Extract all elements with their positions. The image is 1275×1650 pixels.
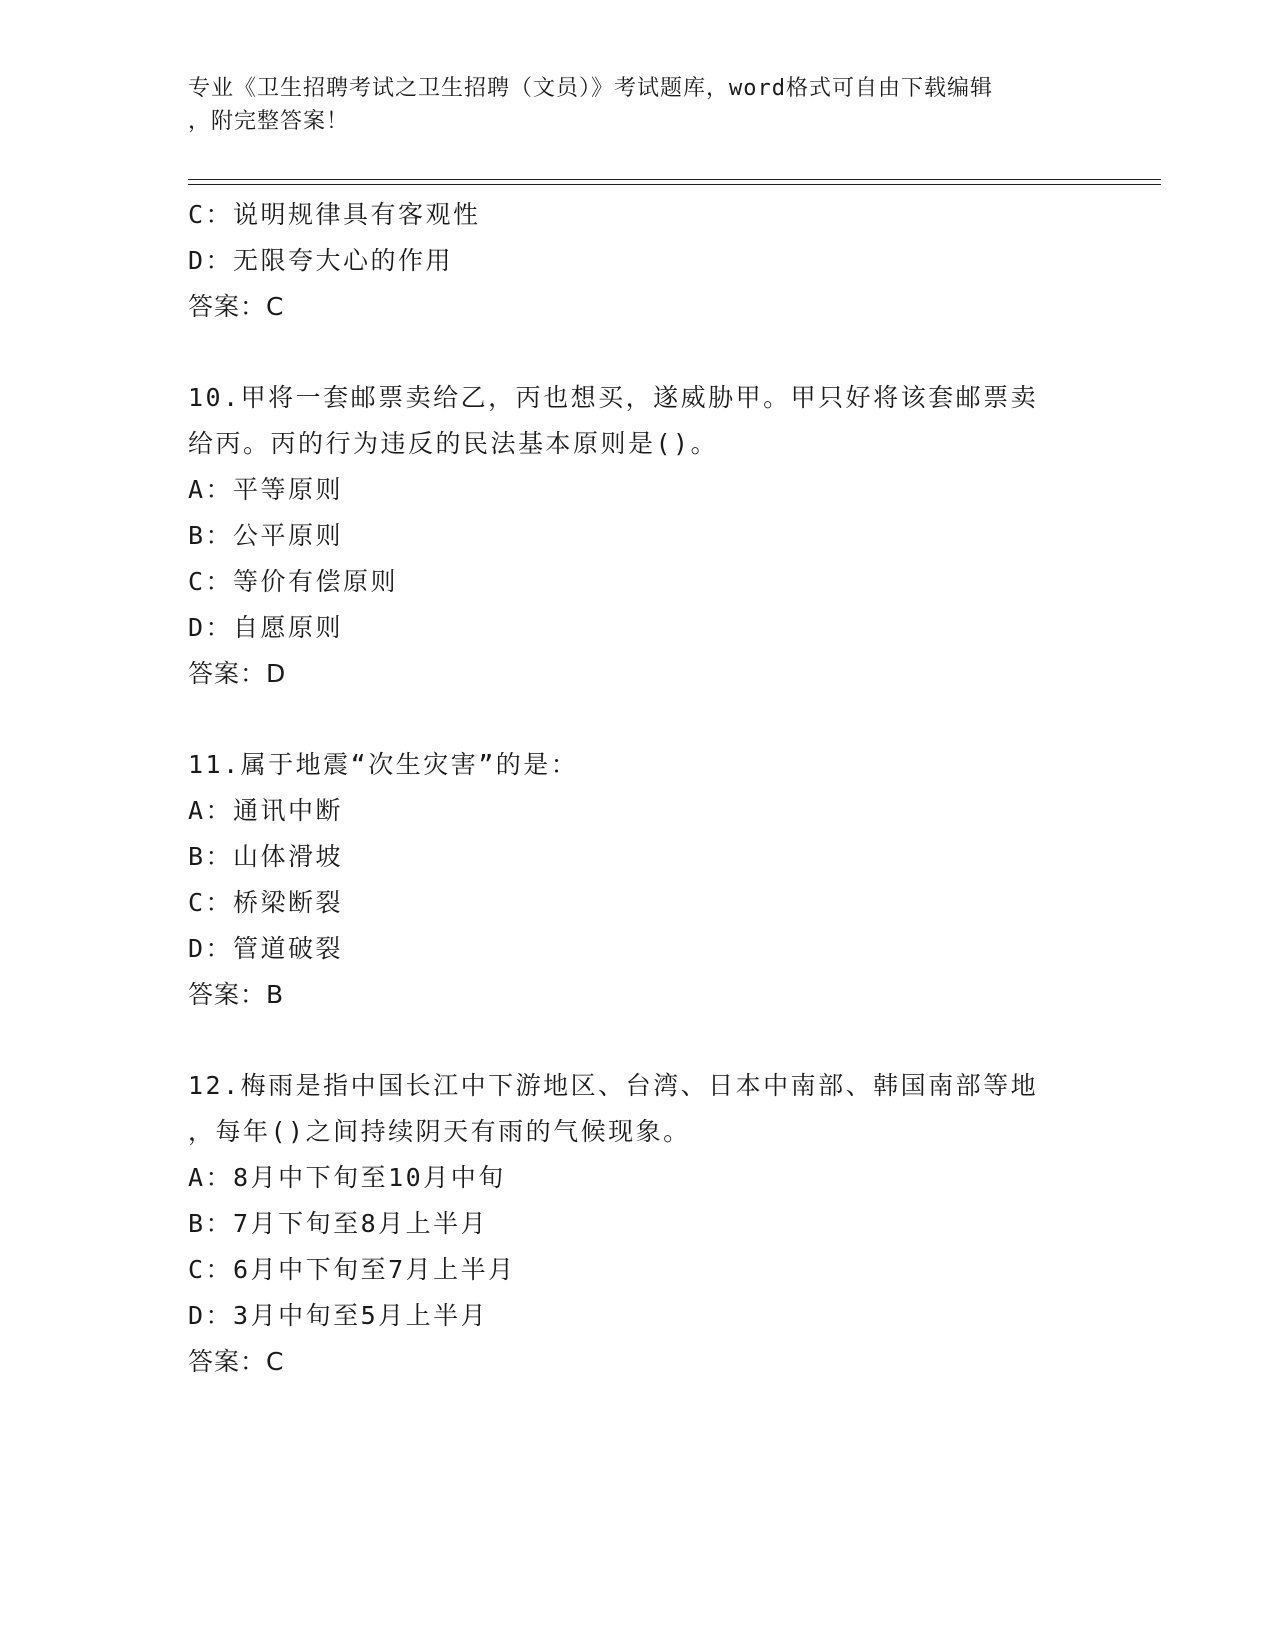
option-d: D：无限夸大心的作用 <box>188 246 454 275</box>
answer: 答案：D <box>188 659 287 688</box>
option-a: A：平等原则 <box>188 475 344 504</box>
option-c: C：说明规律具有客观性 <box>188 200 481 229</box>
option-b: B：公平原则 <box>188 521 344 550</box>
header-line-1: 专业《卫生招聘考试之卫生招聘（文员）》考试题库，word格式可自由下载编辑 <box>188 76 993 101</box>
option-d: D：管道破裂 <box>188 934 344 963</box>
document-header <box>188 72 1088 138</box>
question-stem-line-1: 10.甲将一套邮票卖给乙，丙也想买，遂威胁甲。甲只好将该套邮票卖 <box>188 383 1039 412</box>
question-12 <box>188 1063 1088 1385</box>
question-11 <box>188 742 1088 1018</box>
header-divider-top <box>188 179 1161 180</box>
option-a: A：通讯中断 <box>188 796 344 825</box>
option-a: A：8月中下旬至10月中旬 <box>188 1163 506 1192</box>
question-stem-line-1: 11.属于地震“次生灾害”的是： <box>188 750 579 779</box>
question-list <box>188 192 1088 1385</box>
question-stem-line-2: 给丙。丙的行为违反的民法基本原则是()。 <box>188 429 719 458</box>
option-b: B：7月下旬至8月上半月 <box>188 1209 489 1238</box>
answer: 答案：B <box>188 980 285 1009</box>
question-stem-line-1: 12.梅雨是指中国长江中下游地区、台湾、日本中南部、韩国南部等地 <box>188 1071 1039 1100</box>
header-divider-bottom <box>188 184 1161 185</box>
question-9-continued <box>188 192 1088 330</box>
option-d: D：3月中旬至5月上半月 <box>188 1301 489 1330</box>
option-b: B：山体滑坡 <box>188 842 344 871</box>
question-stem-line-2: ，每年()之间持续阴天有雨的气候现象。 <box>188 1117 691 1146</box>
option-d: D：自愿原则 <box>188 613 344 642</box>
question-10 <box>188 375 1088 697</box>
option-c: C：等价有偿原则 <box>188 567 399 596</box>
option-c: C：6月中下旬至7月上半月 <box>188 1255 516 1284</box>
answer: 答案：C <box>188 1347 285 1376</box>
answer: 答案：C <box>188 292 285 321</box>
header-line-2: ，附完整答案！ <box>188 109 350 134</box>
option-c: C：桥梁断裂 <box>188 888 344 917</box>
